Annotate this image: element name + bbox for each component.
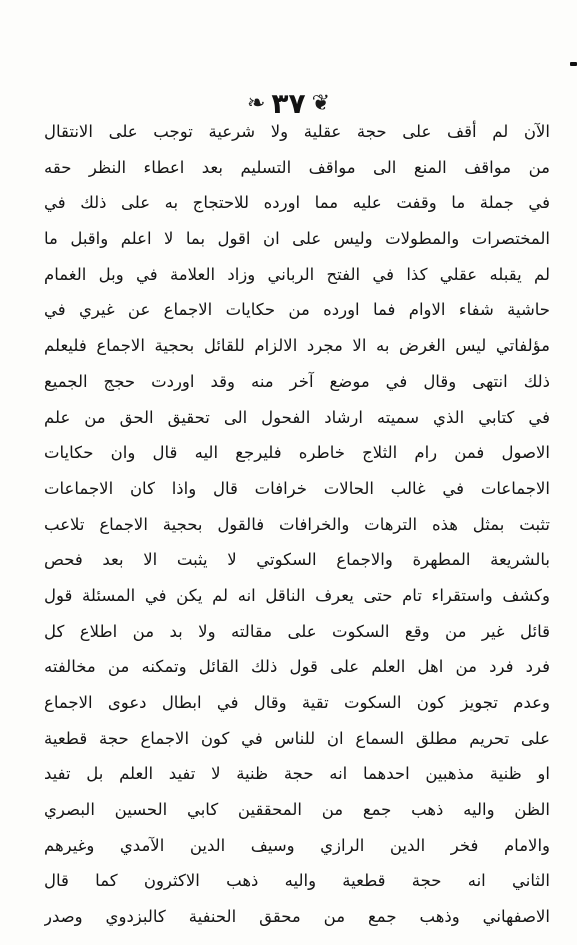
- body-text: [44, 114, 550, 935]
- text-line: قائل غير من وقع السكوت على مقالته ولا بد من اطلاع كل: [44, 621, 550, 641]
- ornament-left-icon: ❧: [246, 91, 266, 116]
- page-number: ٣٧: [271, 87, 306, 120]
- text-line: وعدم تجويز كون السكوت تقية وقال في ابطال دعوى الاجماع: [44, 693, 550, 712]
- text-line: وكشف واستقراء تام حتى يعرف الناقل انه لم يكن في المسئلة قول: [44, 585, 550, 605]
- text-line: الاجماعات في غالب الحالات خرافات قال واذا كان الاجماعات: [44, 478, 550, 498]
- text-line: الآن لم أقف على حجة عقلية ولا شرعية توجب على الانتقال: [44, 122, 550, 141]
- ornament-right-icon: ❦: [311, 91, 331, 116]
- text-line: الثاني انه حجة قطعية واليه ذهب الاكثرون كما قال: [44, 871, 550, 891]
- text-line: حاشية شفاء الاوام فما اورده من حكايات الاجماع عن غيري في: [44, 300, 550, 320]
- text-line: تثبت بمثل هذه الترهات والخرافات فالقول بحجية الاجماع تلاعب: [44, 514, 550, 534]
- text-line: او ظنية مذهبين احدهما انه حجة ظنية لا تفيد العلم بل تفيد: [44, 764, 550, 784]
- text-line: الاصول فمن رام الثلاج خاطره فليرجع اليه قال وان حكايات: [44, 443, 550, 463]
- text-line: والامام فخر الدين الرازي وسيف الدين الآمدي وغيرهم: [44, 835, 550, 855]
- text-line: بالشريعة المطهرة والاجماع السكوتي لا يثبت الا بعد فحص: [44, 550, 550, 570]
- scan-edge-mark: [570, 62, 577, 66]
- text-line: مؤلفاتي ليس الغرض به الا مجرد الالزام للقائل بحجية الاجماع فليعلم: [44, 336, 550, 356]
- text-line: المختصرات والمطولات وليس على ان اقول بما لا اعلم واقبل ما: [44, 229, 550, 249]
- text-line: الظن واليه ذهب جمع من المحققين كابي الحسين البصري: [44, 800, 550, 820]
- text-line: فرد فرد من اهل العلم على قول ذلك القائل وتمكنه من مخالفته: [44, 657, 550, 677]
- text-line: على تحريم مطلق السماع ان للناس في كون الاجماع حجة قطعية: [44, 728, 550, 748]
- text-line: لم يقبله عقلي كذا في الفتح الرباني وزاد العلامة في وبل الغمام: [44, 264, 550, 284]
- text-line: في كتابي الذي سميته ارشاد الفحول الى تحقيق الحق من علم: [44, 407, 550, 427]
- text-line: من مواقف المنع الى مواقف التسليم بعد اعطاء النظر حقه: [44, 157, 550, 177]
- text-line: في جملة ما وقفت عليه مما اورده للاحتجاج به على ذلك في: [44, 193, 550, 213]
- text-line: الاصفهاني وذهب جمع من محقق الحنفية كالبزدوي وصدر: [44, 907, 550, 927]
- text-line: ذلك انتهى وقال في موضع آخر منه وقد اوردت حجج الجميع: [44, 371, 550, 391]
